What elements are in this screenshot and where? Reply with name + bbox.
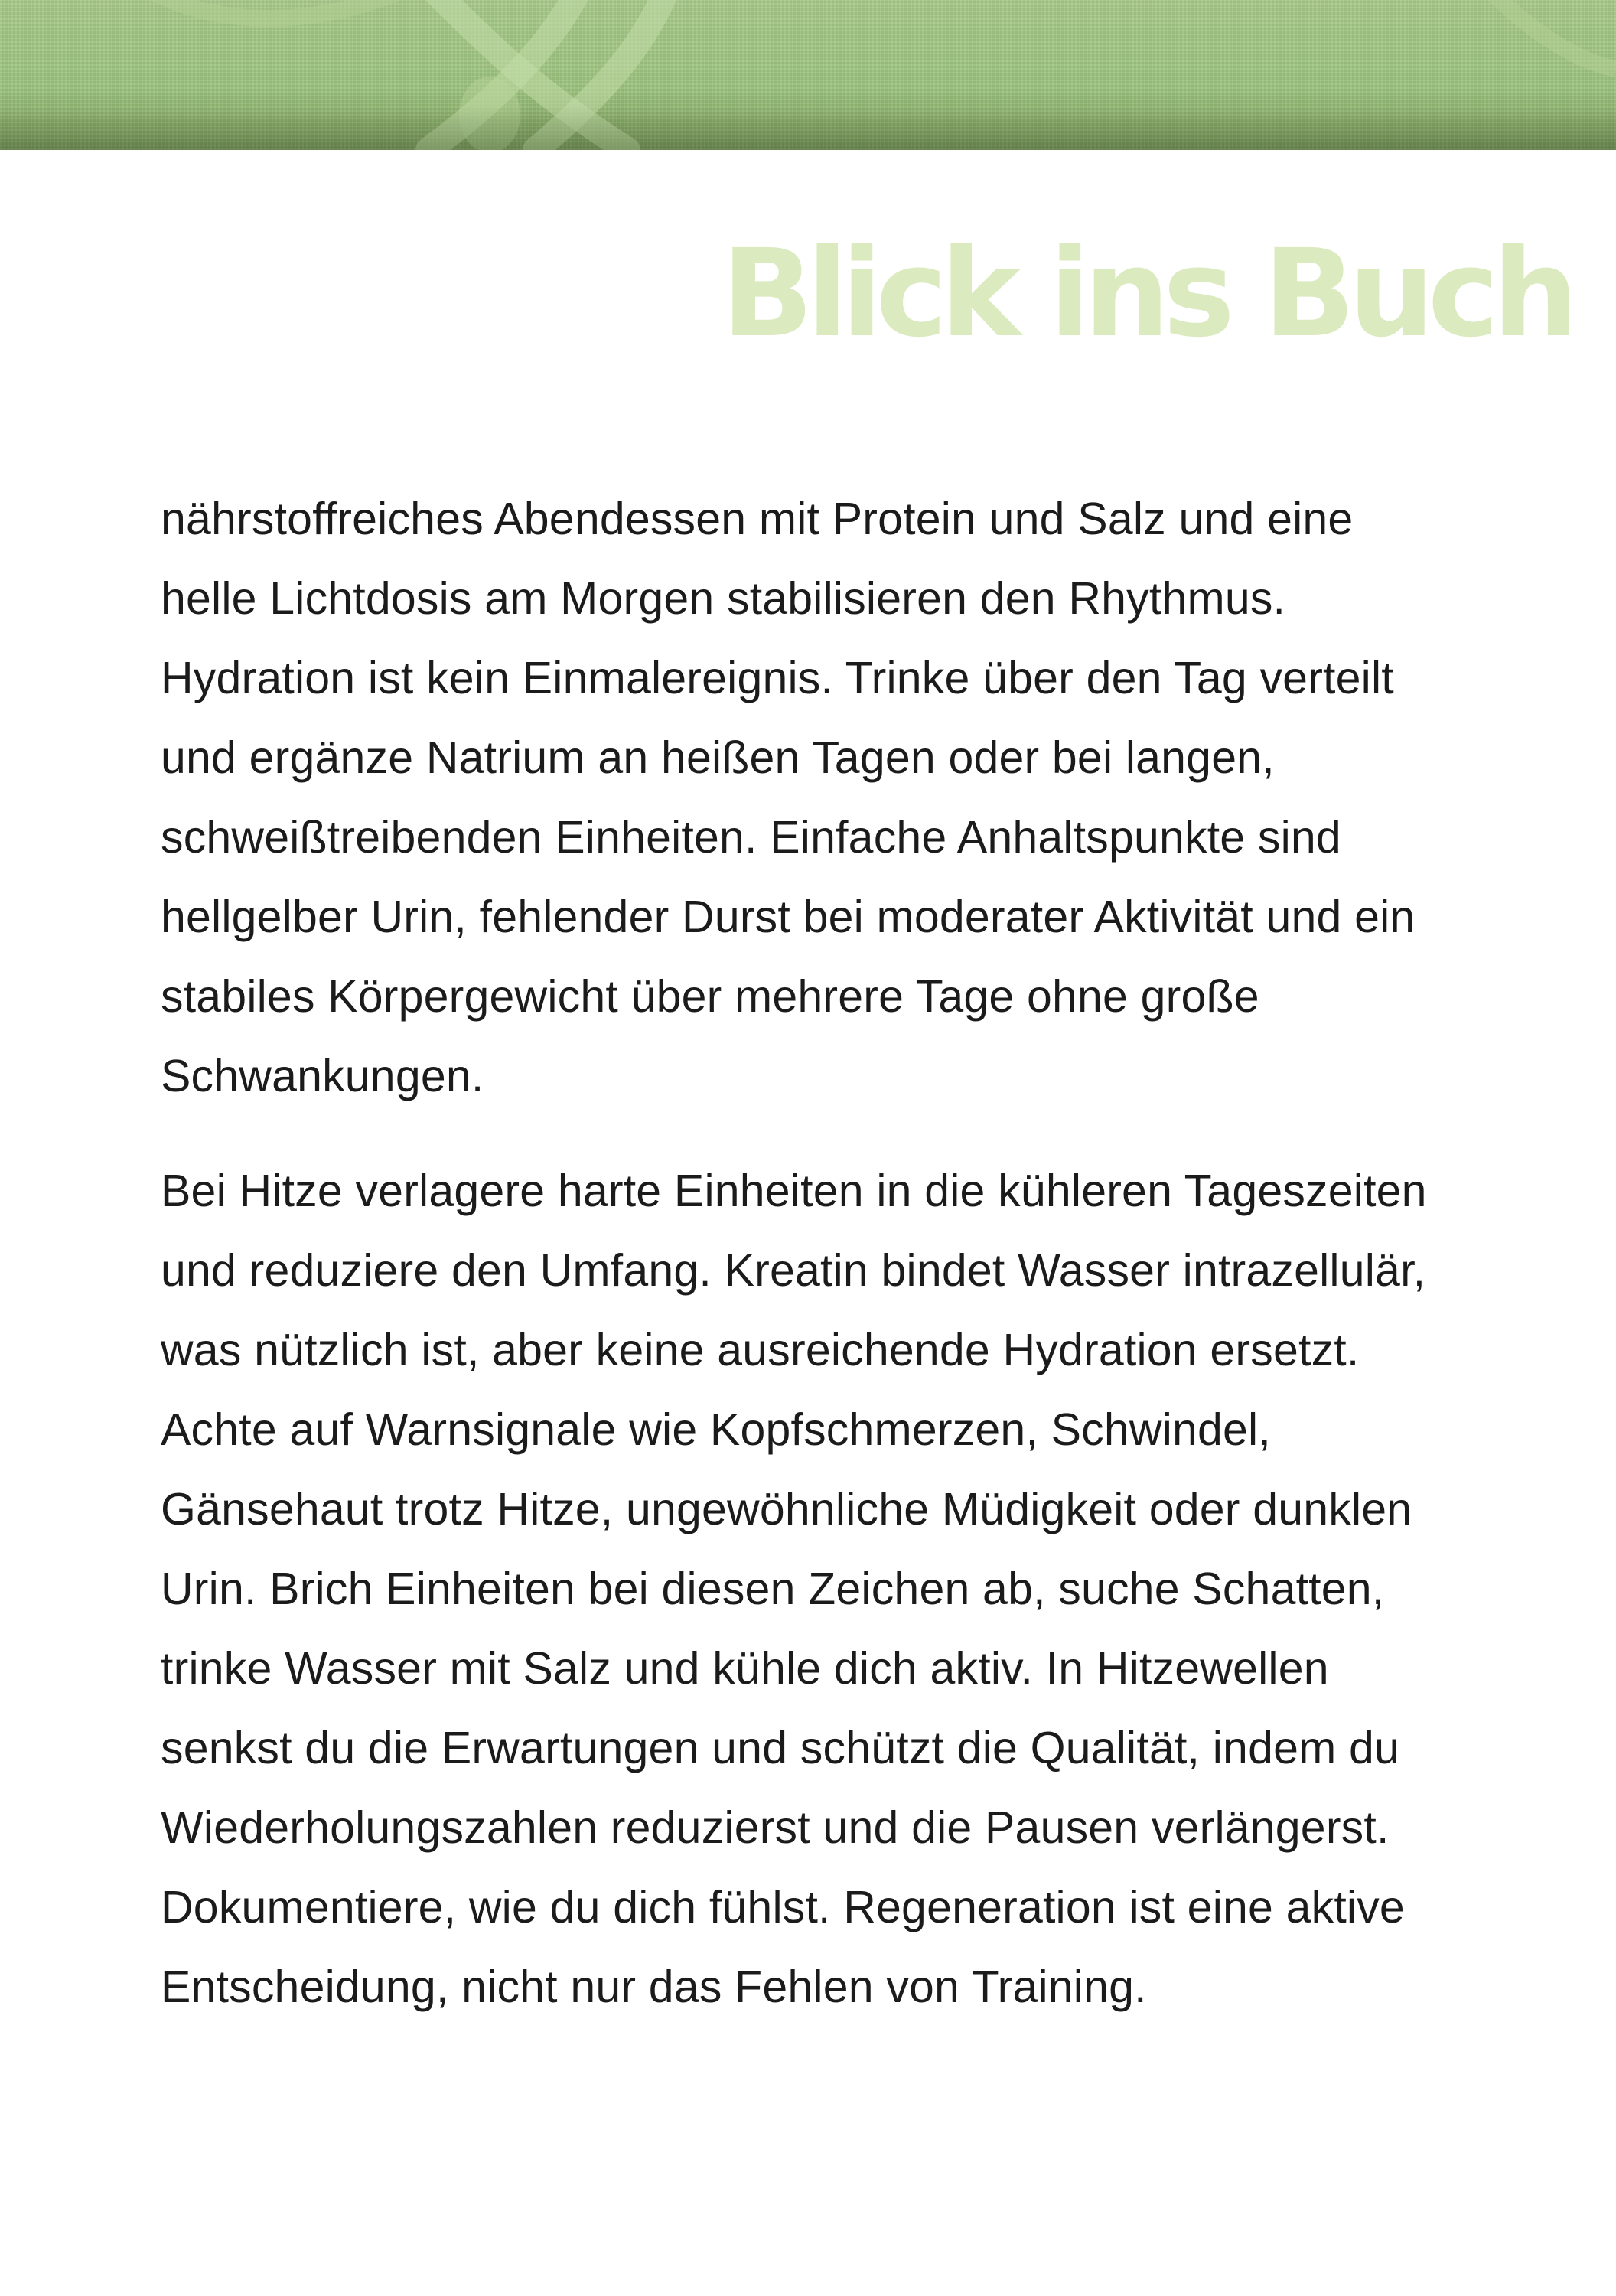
banner-shadow	[0, 104, 1616, 150]
book-excerpt	[161, 479, 1461, 2062]
page-heading: Blick ins Buch	[721, 223, 1572, 364]
excerpt-paragraph: nährstoffreiches Abendessen mit Protein und Salz und eine helle Lichtdosis am Morgen stabilisieren den Rhythmus. Hydration ist kein Einmalereignis. Trinke über den Tag verteilt und ergänze Natrium an heißen Tagen oder bei langen, schweißtreibenden Einheiten. Einfache Anhaltspunkte sind hellgelber Urin, fehlender Durst bei moderater Aktivität und ein stabiles Körpergewicht über mehrere Tage ohne große Schwankungen.	[161, 494, 1416, 1101]
decorative-header-banner	[0, 0, 1616, 150]
excerpt-paragraph: Bei Hitze verlagere harte Einheiten in die kühleren Tageszeiten und reduziere den Umfang. Kreatin bindet Wasser intrazellulär, was nützlich ist, aber keine ausreichende Hydration ersetzt. Achte auf Warnsignale wie Kopfschmerzen, Schwindel, Gänsehaut trotz Hitze, ungewöhnliche Müdigkeit oder dunklen Urin. Brich Einheiten bei diesen Zeichen ab, suche Schatten, trinke Wasser mit Salz und kühle dich aktiv. In Hitzewellen senkst du die Erwartungen und schützt die Qualität, indem du Wiederholungszahlen reduzierst und die Pausen verlängerst. Dokumentiere, wie du dich fühlst. Regeneration ist eine aktive Entscheidung, nicht nur das Fehlen von Training.	[161, 1166, 1427, 2012]
